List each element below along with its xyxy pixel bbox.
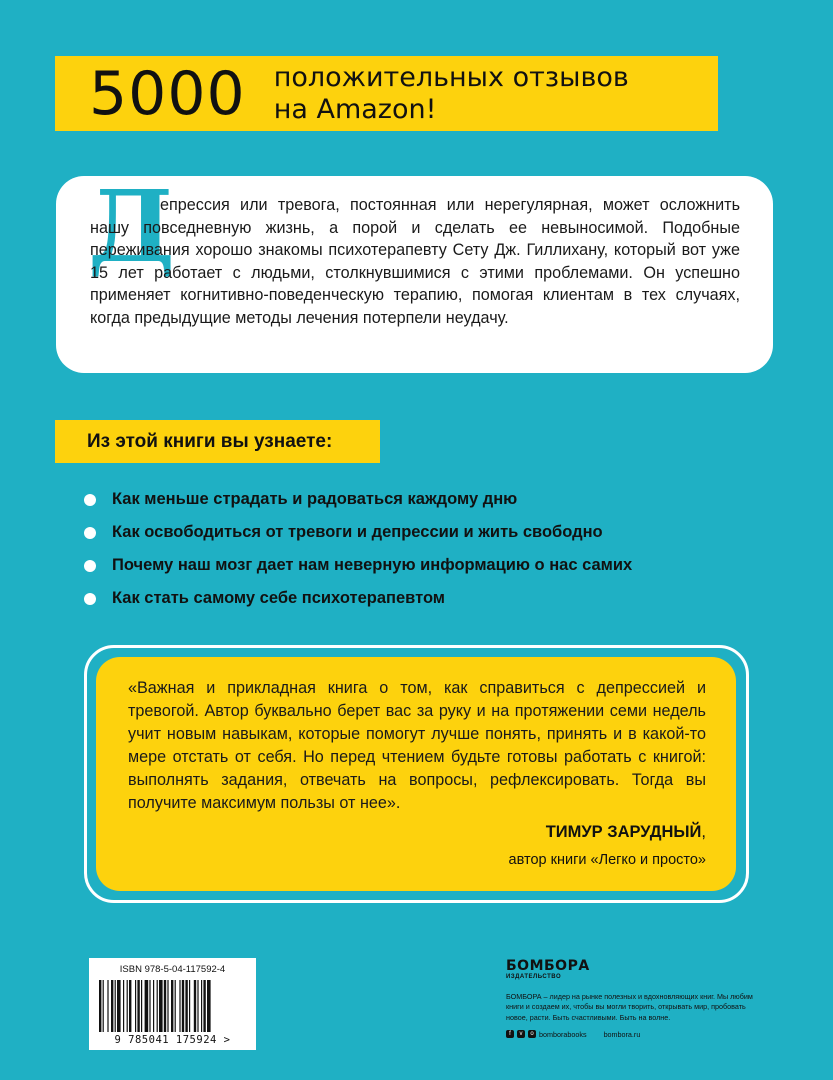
- reviews-count: 5000: [89, 58, 246, 129]
- barcode-block: [89, 958, 256, 1050]
- publisher-description: БОМБОРА – лидер на рынке полезных и вдохновляющих книг. Мы любим книги и создаем их, чтобы вы могли творить, открывать мир, пробовать новое, расти. Быть счастливыми. Быть на волне.: [506, 992, 753, 1022]
- barcode-digits: 9 785041 175924 >: [114, 1034, 231, 1046]
- list-item-text: Как меньше страдать и радоваться каждому дню: [112, 490, 518, 508]
- facebook-icon[interactable]: f: [506, 1030, 514, 1038]
- review-author-comma: ,: [701, 823, 706, 841]
- review-author-role: автор книги «Легко и просто»: [508, 852, 706, 868]
- isbn-label: ISBN 978-5-04-117592-4: [119, 964, 226, 975]
- publisher-logo: БОМБОРА: [506, 958, 590, 974]
- list-item-text: Почему наш мозг дает нам неверную информацию о нас самих: [112, 556, 633, 574]
- review-author-name: ТИМУР ЗАРУДНЫЙ: [545, 823, 702, 841]
- bullet-icon: [84, 527, 96, 539]
- publisher-social: [506, 1030, 766, 1039]
- publisher-website[interactable]: bombora.ru: [603, 1029, 641, 1039]
- review-author: [546, 823, 706, 842]
- list-item: [84, 584, 632, 617]
- reviews-text: [274, 62, 629, 126]
- instagram-icon[interactable]: o: [528, 1030, 536, 1038]
- barcode-icon: [95, 980, 250, 1034]
- review-card: [96, 657, 736, 891]
- review-quote: «Важная и прикладная книга о том, как справиться с депрессией и тревогой. Автор буквально берет вас за руку и на протяжении семи недель учит новым навыкам, которые помогут лучше понять, принять и в какой-то мере отстать от себя. Но перед чтением будьте готовы работать с книгой: выполнять задания, отвечать на вопросы, рефлексировать. Тогда вы получите максимум пользы от нее».: [128, 679, 706, 812]
- learn-heading: Из этой книги вы узнаете:: [55, 420, 380, 463]
- intro-card: [56, 170, 773, 373]
- reviews-text-line1: положительных отзывов: [273, 61, 629, 93]
- list-item: [84, 485, 632, 518]
- bullet-icon: [84, 494, 96, 506]
- list-item-text: Как освободиться от тревоги и депрессии и жить свободно: [112, 523, 603, 541]
- bullet-icon: [84, 593, 96, 605]
- vk-icon[interactable]: v: [517, 1030, 525, 1038]
- list-item: [84, 518, 632, 551]
- bullet-icon: [84, 560, 96, 572]
- social-handle[interactable]: bomborabooks: [539, 1029, 587, 1039]
- amazon-reviews-banner: [55, 56, 718, 131]
- learn-list: [84, 485, 632, 617]
- intro-text: епрессия или тревога, постоянная или нерегулярная, может осложнить нашу повседневную жизнь, а порой и сделать ее невыносимой. Подобные переживания хорошо знакомы психотерапевту Сету Дж. Гиллихану, который вот уже 15 лет работает с людьми, столкнувшимися с этими проблемами. Он успешно применяет когнитивно-поведенческую терапию, помогая клиентам в тех случаях, когда предыдущие методы лечения потерпели неудачу.: [90, 196, 740, 327]
- intro-dropcap: Д: [88, 170, 176, 285]
- list-item: [84, 551, 632, 584]
- reviews-text-line2: на Amazon!: [273, 93, 437, 125]
- list-item-text: Как стать самому себе психотерапевтом: [112, 589, 446, 607]
- publisher-block: [506, 958, 766, 1039]
- publisher-logo-sub: ИЗДАТЕЛЬСТВО: [506, 974, 562, 980]
